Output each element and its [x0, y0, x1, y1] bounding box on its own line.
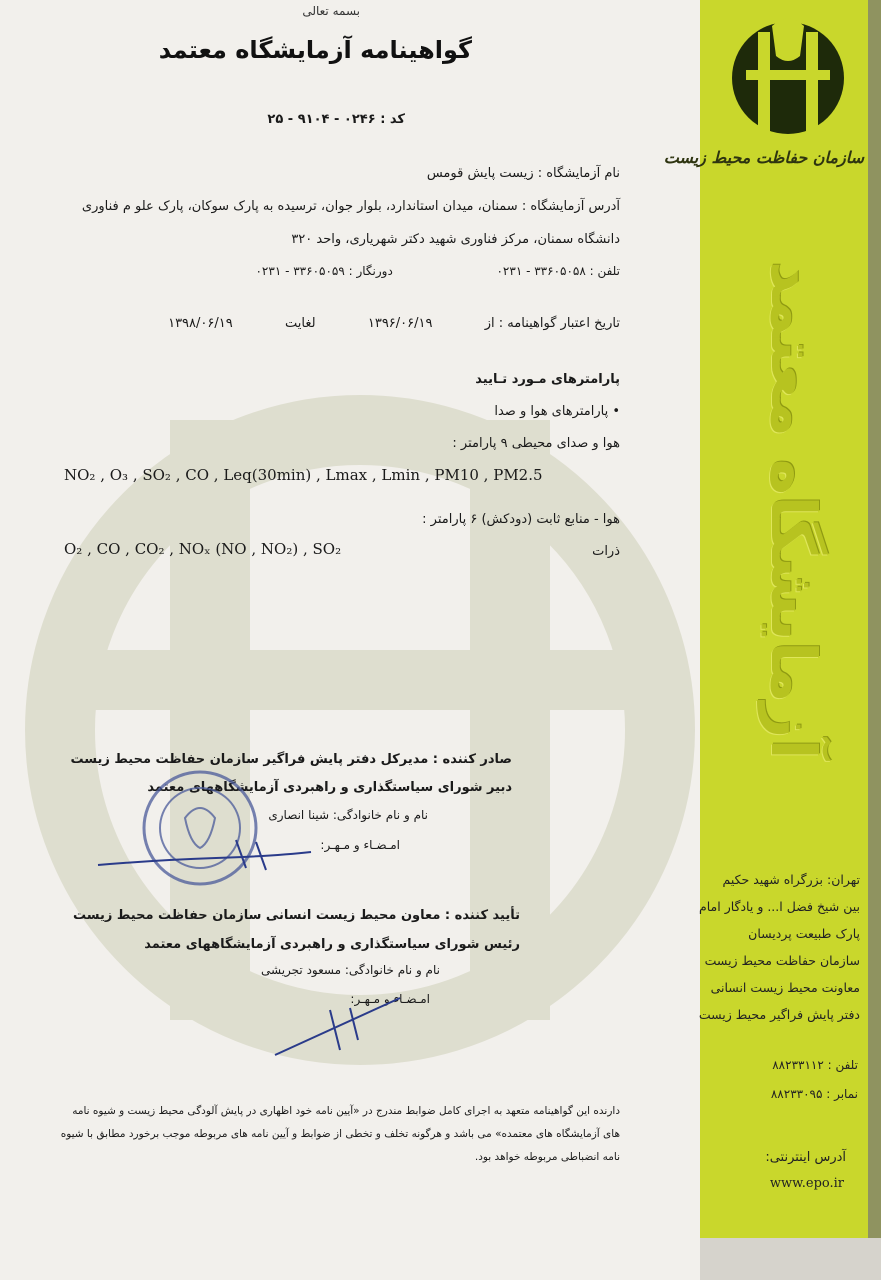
approver-title: تأیید کننده : معاون محیط زیست انسانی سازمان حفاظت محیط زیست	[73, 908, 520, 923]
approver-signature-label: امـضـاء و مـهـر:	[350, 992, 430, 1006]
website-label: آدرس اینترنتی:	[765, 1150, 846, 1165]
side-band-address	[698, 866, 860, 1028]
parameters-subheading: • پارامترهای هوا و صدا	[494, 404, 620, 419]
issuer-signature-label: امـضـاء و مـهـر:	[320, 838, 400, 852]
side-band-phone: تلفن : ۸۸۲۳۳۱۱۲	[772, 1058, 858, 1072]
address-line: بین شیخ فضل ا... و یادگار امام	[699, 899, 860, 914]
certificate-title: گواهینامه آزمایشگاه معتمد	[158, 36, 472, 64]
validity-to: ۱۳۹۸/۰۶/۱۹	[168, 316, 233, 331]
address-line: سازمان حفاظت محیط زیست	[704, 953, 860, 968]
side-band-fax: نمابر : ۸۸۲۳۳۰۹۵	[770, 1087, 858, 1101]
particles-label: ذرات	[592, 544, 620, 559]
parameters-heading: پارامترهای مـورد تـایید	[475, 372, 620, 387]
certificate-code: کد : ۰۲۴۶ - ۹۱۰۴ - ۲۵	[267, 112, 405, 127]
approver-signature	[270, 990, 410, 1060]
lab-contact	[255, 264, 620, 278]
approver-name: نام و نام خانوادگی: مسعود تجریشی	[261, 963, 440, 977]
lab-name: نام آزمایشگاه : زیست پایش قومس	[426, 166, 620, 181]
lab-address-line2: دانشگاه سمنان، مرکز فناوری شهید دکتر شهریاری، واحد ۳۲۰	[291, 232, 620, 247]
issuer-title: صادر کننده : مدیرکل دفتر پایش فراگیر سازمان حفاظت محیط زیست	[70, 752, 512, 767]
doe-logo-icon	[728, 16, 848, 146]
address-line: تهران: بزرگراه شهید حکیم	[722, 872, 860, 887]
bottom-edge	[700, 1238, 881, 1280]
footer-notice: دارنده این گواهینامه متعهد به اجرای کامل ضوابط مندرج در «آیین نامه خود اظهاری در پایش آلودگی محیط زیست و شیوه نامه های آزمایشگاه های معتمده» می باشد و هرگونه تخلف و تخطی از ضوابط و آیین نامه های مربوطه موجب برخورد مطابق با شیوه نامه انضباطی مربوطه خواهد بود.	[60, 1105, 620, 1163]
organization-name: سازمان حفاظت محیط زیست	[663, 148, 864, 167]
issuer-signature	[96, 830, 316, 880]
side-band	[663, 0, 868, 1238]
lab-fax: دورنگار : ۳۳۶۰۵۰۵۹ - ۰۲۳۱	[255, 264, 393, 278]
stack-parameters-heading: هوا - منابع ثابت (دودکش) ۶ پارامتر :	[422, 512, 620, 527]
validity-until-label: لغایت	[285, 316, 316, 331]
vertical-title: آزمایشگاه معتمد	[757, 260, 830, 760]
address-line: دفتر پایش فراگیر محیط زیست	[698, 1007, 860, 1022]
issuer-name: نام و نام خانوادگی: شینا انصاری	[268, 808, 428, 822]
ambient-parameters-list: NO₂ , O₃ , SO₂ , CO , Leq(30min) , Lmax , Lmin , PM10 , PM2.5	[64, 466, 543, 484]
lab-phone: تلفن : ۳۳۶۰۵۰۵۸ - ۰۲۳۱	[496, 264, 620, 278]
address-line: پارک طبیعت پردیسان	[748, 926, 860, 941]
ambient-parameters-heading: هوا و صدای محیطی ۹ پارامتر :	[452, 436, 620, 451]
basmala: بسمه تعالی	[302, 4, 360, 18]
approver-role: رئیس شورای سیاستگذاری و راهبردی آزمایشگاههای معتمد	[144, 937, 520, 952]
issuer-role: دبیر شورای سیاستگذاری و راهبردی آزمایشگاههای معتمد	[147, 780, 512, 795]
validity-from: ۱۳۹۶/۰۶/۱۹	[367, 316, 433, 331]
address-line: معاونت محیط زیست انسانی	[710, 980, 860, 995]
stack-parameters-list: O₂ , CO , CO₂ , NOₓ (NO , NO₂) , SO₂	[64, 540, 342, 558]
edge-shadow	[868, 0, 881, 1280]
website-link[interactable]: www.epo.ir	[769, 1176, 844, 1191]
validity-line	[168, 316, 620, 331]
validity-label: تاریخ اعتبار گواهینامه : از	[484, 316, 620, 331]
lab-address-line1: آدرس آزمایشگاه : سمنان، میدان استاندارد، بلوار جوان، ترسیده به پارک سوکان، پارک علو م فناوری	[81, 199, 620, 214]
